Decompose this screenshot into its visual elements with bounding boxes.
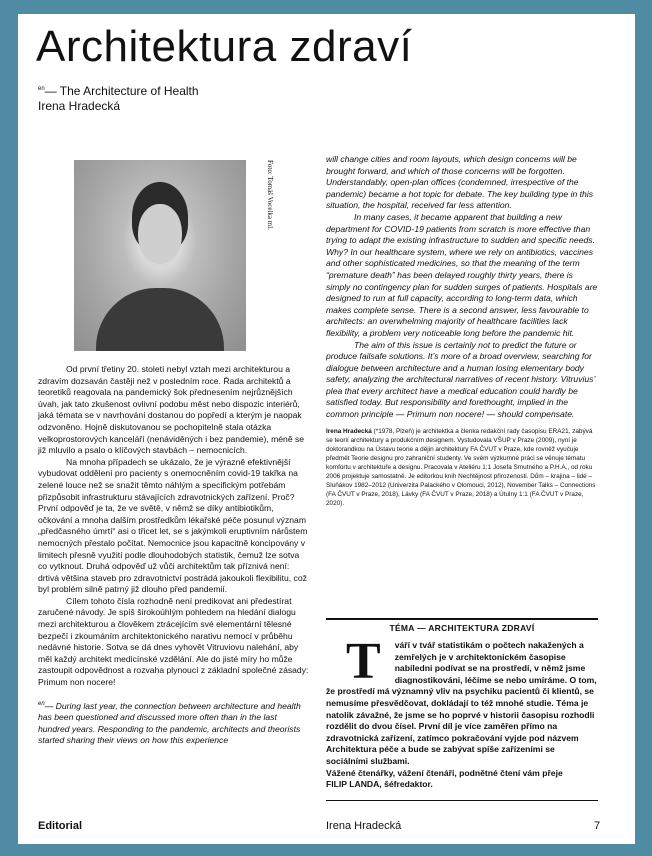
editorial-greeting: Vážené čtenářky, vážení čtenáři, podnětné čtení vám přeje bbox=[326, 767, 563, 778]
footer-section: Editorial bbox=[38, 820, 83, 832]
bio-name: Irena Hradecká bbox=[326, 427, 372, 435]
editorial-heading: TÉMA — ARCHITEKTURA ZDRAVÍ bbox=[326, 618, 598, 633]
portrait-face bbox=[138, 204, 182, 264]
left-column bbox=[38, 364, 310, 747]
english-paragraph: $^{en}$— During last year, the connection between architecture and health has been questioned and discussed more often than in the last hundred years. Responding to the pandemic, architects and theorists started sharing their views on how this experience bbox=[38, 700, 301, 746]
author-bio bbox=[326, 427, 598, 509]
english-subtitle bbox=[38, 82, 199, 99]
english-paragraph: In many cases, it became apparent that building a new department for COVID-19 patients from scratch is more effective than trying to adapt the existing infrastructure to sudden and specific needs. Why? In our healthcare system, where we rely on antibiotics, vaccines and other sophisticated medicines, so that the meaning of the term “premature death” has been delayed roughly thirty years, there is simply no contingency plan for sudden surges of patients. Hospitals are designed to run at full capacity, according to long-term data, which makes complete sense. There is a second answer, less favourable to architects: an overwhelming majority of healthcare facilities lack flexibility, a problem very noticeable long before the pandemic hit. bbox=[326, 211, 598, 338]
photo-credit: Foto: Tomáš Vocelka ml. bbox=[266, 160, 274, 230]
en-marker: en bbox=[38, 700, 45, 707]
author-portrait-photo bbox=[74, 160, 246, 351]
editorial-signature: FILIP LANDA, šéfredaktor. bbox=[326, 779, 433, 790]
article-subtitle-block bbox=[38, 82, 199, 114]
en-marker: en bbox=[38, 86, 45, 92]
english-paragraph: The aim of this issue is certainly not to predict the future or produce failsafe solutions. It’s more of a broad overview, searching for dialogue between architecture and a human losing elementary body safety, analyzing the architectural narratives of recent history. Vitruvius’ plea that every architect have a medical education could hardly be satisfied today. But responsibility and forethought, implied in the common principle — Primum non nocere! — should compensate. bbox=[326, 339, 595, 420]
bio-text: (*1978, Plzeň) je architektka a členka redakční rady časopisu ERA21, zabývá se teorií architektury a produkčním designem. Vystudovala VŠUP v Praze (2009), nyní je doktorandkou na Ústavu teorie a dějin architektury FA ČVUT v Praze, kde rovněž vyučuje předmět Teorie designu pro zahraniční studenty. Ve svém výzkumné práci se věnuje tématu komfortu v architektuře a designu. Pracovala v Ateliéru 1:1 Josefa Smutného a P.H.A., od roku 2006 projektuje samostatně. Je editorkou knih Nechtějnost přirozenosti. Dům – krajina – lidé – Sluňákov 1982–2012 (Univerzita Palackého v Olomouci, 2012), November Talks – Connections (FA ČVUT v Praze, 2018), Lávky (FA ČVUT v Praze, 2018) a Útulny 1:1 (FA ČVUT v Praze, 2020). bbox=[326, 427, 596, 508]
author-name: Irena Hradecká bbox=[38, 99, 121, 113]
paragraph: Od první třetiny 20. století nebyl vztah mezi architekturou a zdravím dozsaván častěji než v posledním roce. Řada architektů a teoretiků reagovala na pandemický šok přednesením nejrůznějších úvah, jak tato zkušenost ovlivní podobu měst nebo dispozic interiérů, jaká témata se v navrhování dostanou do popředí a kterým je naopak odzvoněno. Hojně diskutovanou se pochopitelně stala otázka velkoprostorových kanceláří (nenáviděných i bez pandemie), méně se již mluvilo a psalo o klíčových stavbách – nemocnicích. bbox=[38, 364, 305, 456]
footer-author: Irena Hradecká bbox=[326, 820, 402, 832]
paragraph: Cílem tohoto čísla rozhodně není predikovat ani předestírat zaručené návody. Je spíš širokoúhlým pohledem na hledání dialogu mezi architekturou a člověkem ztrácejícím své elementární tělesné bezpečí i zkoumáním architektonického narativu nemocí v průběhu nedávné historie. Sotva se dá dnes vyhovět Vitruviovu nalehání, aby měl každý architekt medicínské vzdělání. Ale do jisté míry ho může zastoupit odpovědnost a rozvaha plynoucí z základní společné zásady: Primum non nocere! bbox=[38, 595, 309, 688]
portrait-body bbox=[96, 288, 224, 351]
english-subtitle-text: — The Architecture of Health bbox=[44, 84, 199, 98]
drop-cap: T bbox=[346, 633, 381, 690]
paragraph: Na mnoha případech se ukázalo, že je výrazně efektivnější vybudovat oddělení pro pacienty s onemocněním covid-19 takřka na zelené louce než se snažit těmto náhlým a specifickým potřebám přizpůsobit infrastrukturu stávajících zdravotnických zařízení. Proč? První odpověď je ta, že ve světě, v němž se díky antibiotikům, očkování a mnoha dalším prostředkům lékařské péče posunul význam „předčasného úmrtí“ asi o třicet let, se s jakýmkoli eruptivním nárůstem nemocných přestalo počítat. Nemocnice jsou kapacitně koncipovány v limitech přesně využití podle dlouhodobých statistik, čemuž lze sotva co vytknout. Druhá odpověď už vůči architektům tak příznivá není: drtivá většina staveb pro zdravotnictví postrádá jakoukoli flexibilitu, což byl problém silně patrný již dlouho před pandemií. bbox=[38, 456, 308, 595]
article-title: Architektura zdraví bbox=[36, 22, 413, 71]
english-paragraph: will change cities and room layouts, which design concerns will be brought forward, and which of those concerns will be forgotten. Understandably, open-plan offices (condemned, irrespective of the pandemic) became a hot topic for debate. The key building type in this situation, the hospital, received far less attention. bbox=[326, 154, 594, 211]
editorial-text bbox=[326, 633, 598, 791]
editorial-body: váří v tvář statistikám o počtech nakažených a zemřelých je v architektonickém časopise nabíledni podívat se na prostředí, v němž jsme diagnostikováni, léčíme se nebo umíráme. O tom, že prostředí má významný vliv na psychiku pacientů či klientů, se nemusíme přesvědčovat, dokládají to též mnohé studie. Téma je natolik závažné, že jsme se ho poprvé v historii časopisu rozhodli rozdělit do dvou čísel. První díl je více zaměřen přímo na zdravotnická zařízení, zatímco pokračování vyjde pod názvem Architektura péče a bude se zabývat spíše zařízeními se sociálními službami. bbox=[326, 640, 597, 766]
editorial-divider bbox=[326, 800, 598, 801]
right-column bbox=[326, 154, 598, 509]
page-number: 7 bbox=[594, 820, 601, 832]
